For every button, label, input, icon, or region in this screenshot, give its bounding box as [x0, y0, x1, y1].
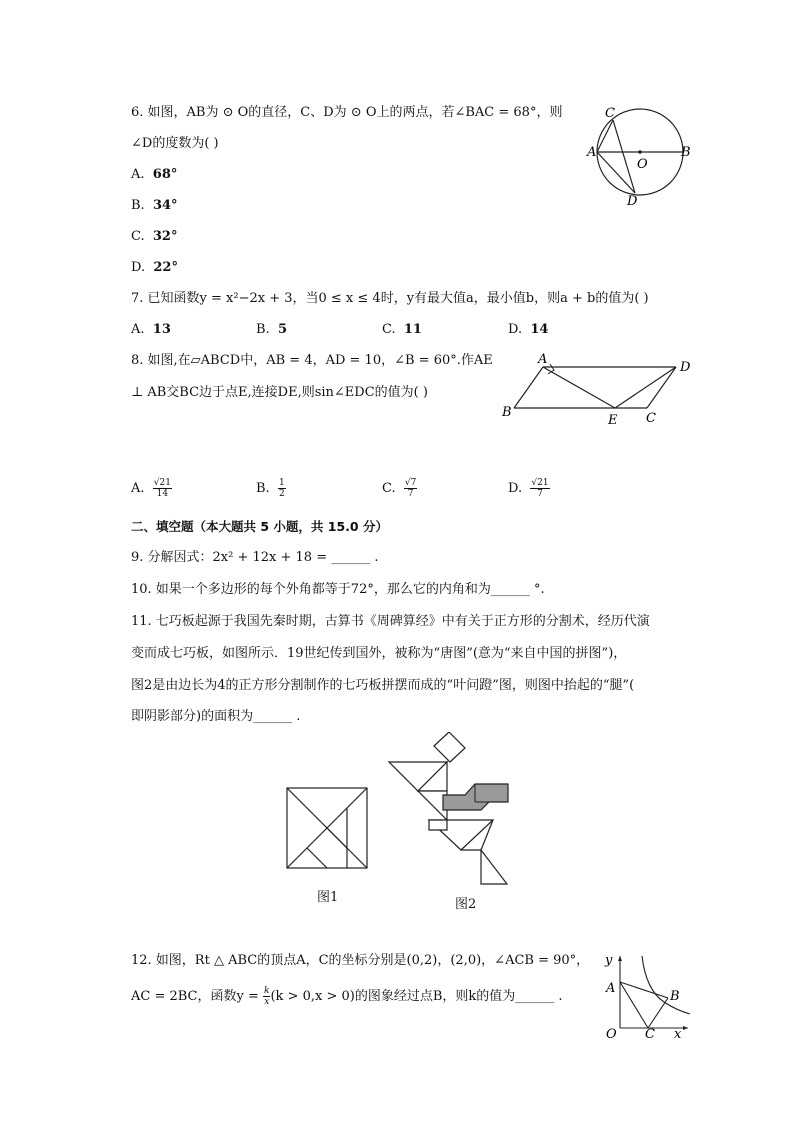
- label-b: B: [502, 405, 512, 420]
- q8-line2: ⊥ AB交BC边于点E,连接DE,则sin∠EDC的值为( ): [131, 385, 428, 400]
- q8-option-d: D. $\frac{√21}{7}$: [508, 478, 549, 499]
- label-b: B: [681, 145, 691, 160]
- q8-line1: 8. 如图,在▱ABCD中，AB = 4，AD = 10，∠B = 60°.作AE: [131, 353, 493, 368]
- q6-option-a: A. 68°: [131, 167, 178, 182]
- q7-option-d: D. 14: [508, 322, 549, 337]
- q7-option-b: B. 5: [256, 322, 287, 337]
- q12-line1: 12. 如图，Rt △ ABC的顶点A，C的坐标分别是(0,2)，(2,0)，∠ACB = 90°，: [131, 953, 590, 968]
- q10-text: 10. 如果一个多边形的每个外角都等于72°，那么它的内角和为______ °.: [131, 582, 545, 597]
- label-b: B: [670, 989, 680, 1004]
- label-x: x: [674, 1027, 682, 1042]
- label-a: A: [587, 145, 597, 160]
- q8-option-a: A. $\frac{√21}{14}$: [131, 478, 171, 499]
- q7-option-c: C. 11: [382, 322, 422, 337]
- label-y: y: [605, 953, 613, 968]
- q6-line2: ∠D的度数为( ): [131, 136, 219, 151]
- label-a: A: [538, 352, 548, 367]
- q7-line1: 7. 已知函数y = x²−2x + 3，当0 ≤ x ≤ 4时，y有最大值a，最小值b，则a + b的值为( ): [131, 291, 649, 306]
- label-o: O: [637, 157, 648, 172]
- label-d: D: [627, 194, 638, 205]
- q6-option-b: B. 34°: [131, 198, 178, 213]
- q6-option-c: C. 32°: [131, 229, 178, 244]
- label-a: A: [606, 981, 616, 996]
- section-heading: 二、填空题（本大题共 5 小题，共 15.0 分）: [131, 519, 388, 534]
- label-d: D: [680, 360, 691, 375]
- tangram-figure-1: [285, 786, 369, 870]
- q11-line4: 即阴影部分)的面积为______ .: [131, 709, 301, 724]
- q12-line2: AC = 2BC，函数y = $\frac{k}{x}$ (k > 0,x > 0)的图象经过点B，则k的值为______ .: [131, 986, 563, 1007]
- caption-figure-2: 图2: [455, 897, 477, 912]
- q9-text: 9. 分解因式：2x² + 12x + 18 = ______ .: [131, 550, 379, 565]
- q6-line1: 6. 如图，AB为 ⊙ O的直径，C、D为 ⊙ O上的两点，若∠BAC = 68°，则: [131, 105, 563, 120]
- tangram-figure-2: [385, 732, 513, 888]
- label-c: C: [645, 1027, 655, 1042]
- q11-line1: 11. 七巧板起源于我国先秦时期，古算书《周碑算经》中有关于正方形的分割术，经历代演: [131, 614, 650, 629]
- label-c: C: [605, 106, 615, 121]
- q7-option-a: A. 13: [131, 322, 171, 337]
- parallelogram-figure: [498, 350, 698, 430]
- circle-figure: [585, 100, 695, 205]
- label-e: E: [608, 413, 618, 428]
- caption-figure-1: 图1: [317, 890, 339, 905]
- q6-option-d: D. 22°: [131, 260, 178, 275]
- q8-option-c: C. $\frac{√7}{7}$: [382, 478, 417, 499]
- label-o: O: [606, 1027, 617, 1042]
- q8-option-b: B. $\frac{1}{2}$: [256, 478, 285, 499]
- q11-line2: 变而成七巧板，如图所示．19世纪传到国外，被称为“唐图”(意为“来自中国的拼图”)，: [131, 646, 627, 661]
- q11-line3: 图2是由边长为4的正方形分割制作的七巧板拼摆而成的“叶问蹬”图，则图中抬起的“腿”(: [131, 678, 635, 693]
- coordinate-figure: [600, 950, 694, 1042]
- label-c: C: [646, 411, 656, 426]
